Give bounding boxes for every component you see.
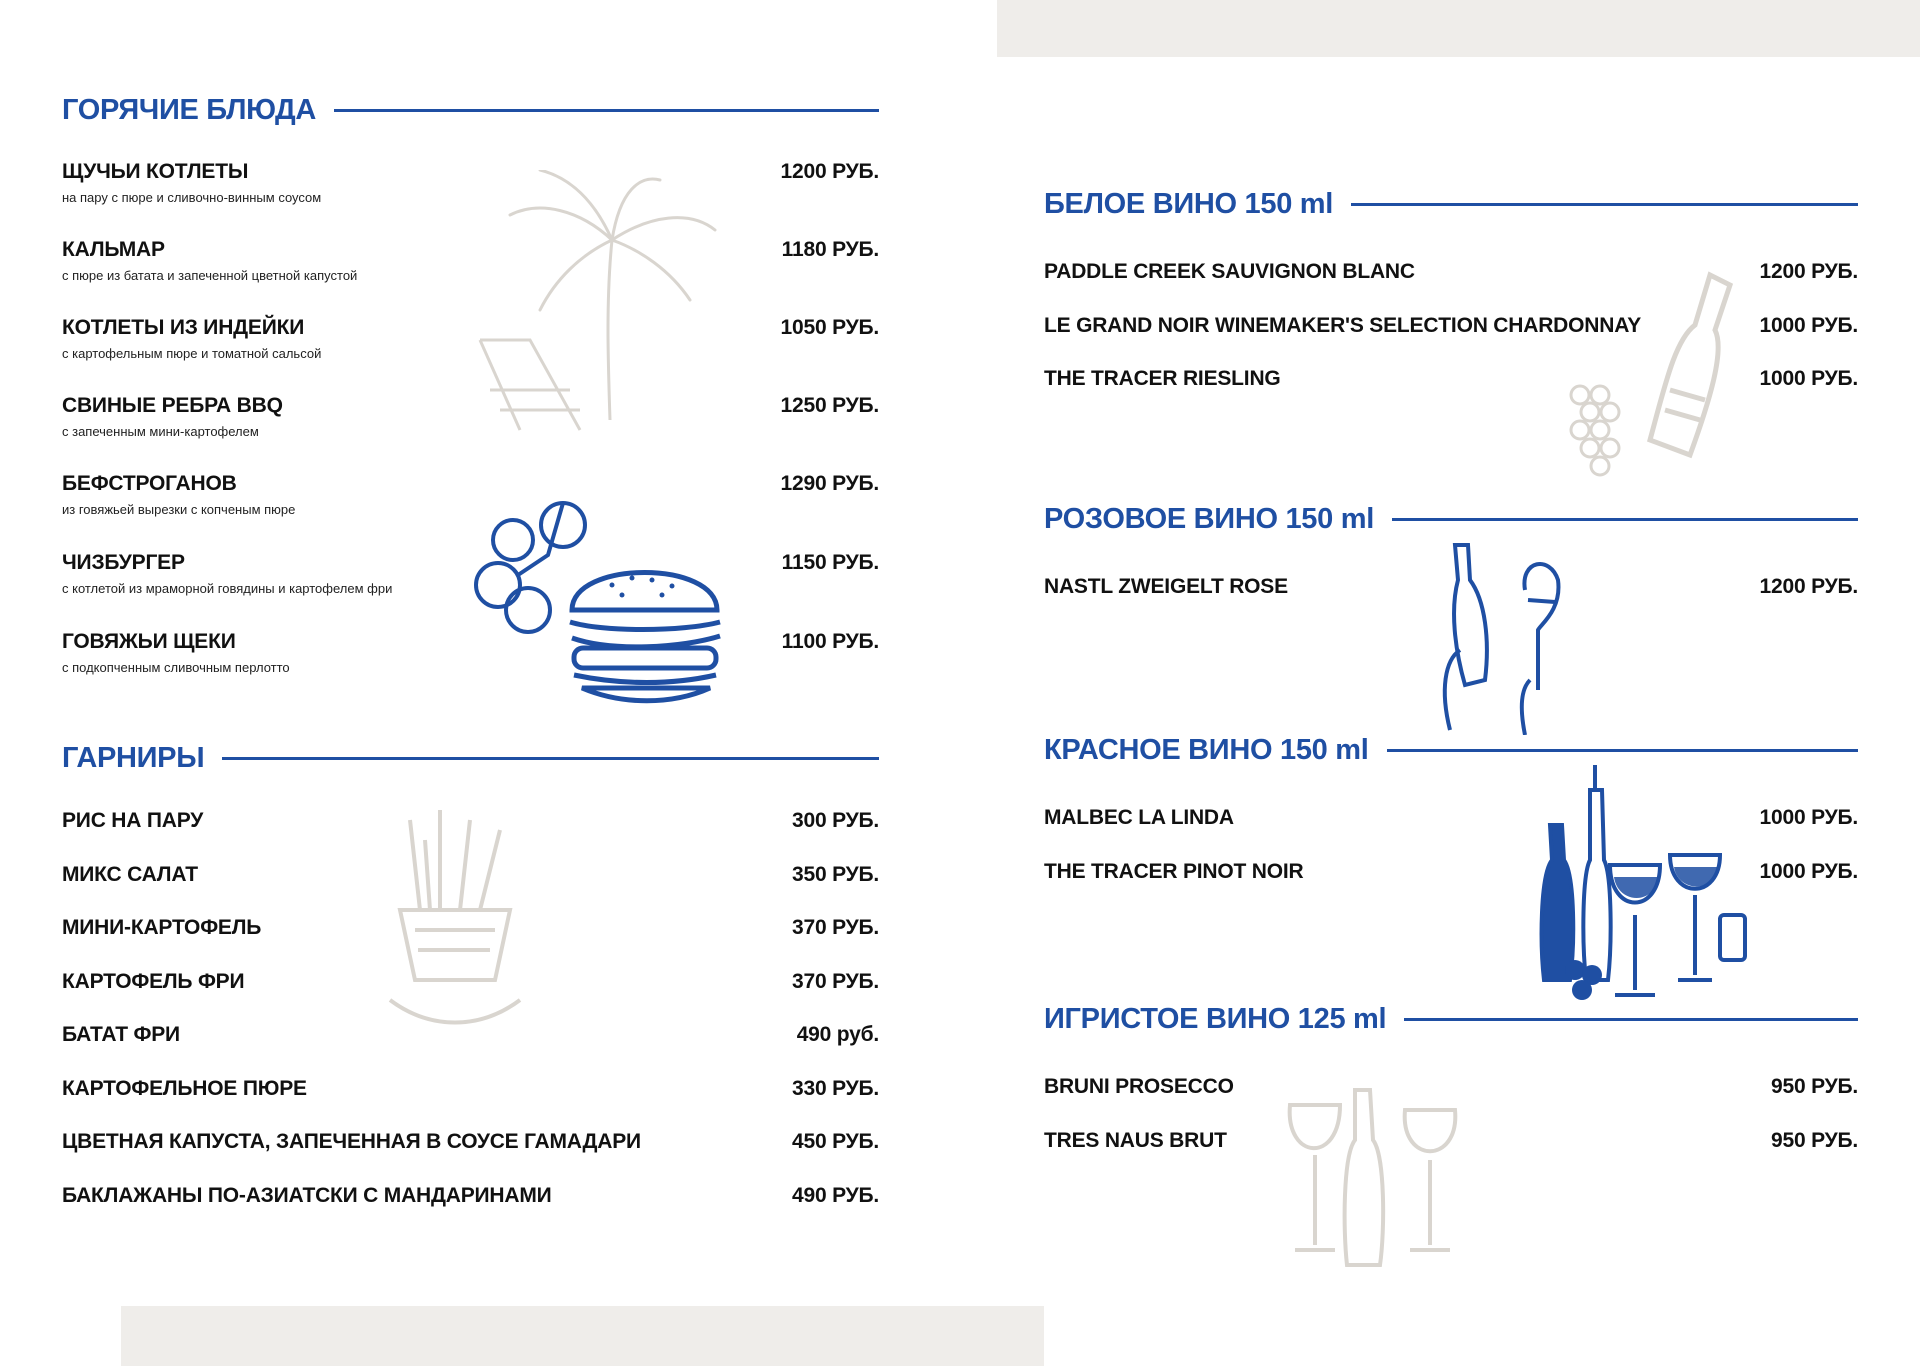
hand-bottle-glass-icon	[1440, 540, 1580, 735]
section-header	[1044, 499, 1858, 539]
item-name: КАРТОФЕЛЬ ФРИ	[62, 970, 245, 993]
menu-item	[62, 809, 879, 833]
hot-dishes-section	[62, 90, 879, 130]
item-price: 1180 РУБ.	[781, 238, 879, 261]
section-title: БЕЛОЕ ВИНО 150 ml	[1044, 187, 1334, 220]
item-name: МИКС САЛАТ	[62, 863, 198, 886]
item-price: 490 РУБ.	[792, 1184, 879, 1207]
item-price: 1000 РУБ.	[1759, 860, 1858, 883]
item-name: ЧИЗБУРГЕР	[62, 551, 185, 574]
section-header	[62, 738, 879, 778]
menu-item	[1044, 367, 1858, 391]
item-price: 1250 РУБ.	[780, 394, 879, 417]
item-name: ГОВЯЖЬИ ЩЕКИ	[62, 630, 236, 653]
menu-item	[62, 916, 879, 940]
item-name: СВИНЫЕ РЕБРА BBQ	[62, 394, 283, 417]
menu-item	[62, 1184, 879, 1208]
item-name: PADDLE CREEK SAUVIGNON BLANC	[1044, 260, 1415, 283]
item-price: 950 РУБ.	[1771, 1075, 1858, 1098]
section-divider	[334, 109, 879, 112]
section-divider	[1392, 518, 1858, 521]
sides-section	[62, 738, 879, 778]
item-price: 1200 РУБ.	[780, 160, 879, 183]
fries-basket-icon	[370, 800, 540, 1030]
menu-item	[1044, 1075, 1858, 1099]
item-description: с запеченным мини-картофелем	[62, 424, 259, 439]
menu-item	[62, 394, 879, 439]
menu-item	[1044, 314, 1858, 338]
item-price: 950 РУБ.	[1771, 1129, 1858, 1152]
section-title: РОЗОВОЕ ВИНО 150 ml	[1044, 502, 1374, 535]
item-description: с картофельным пюре и томатной сальсой	[62, 346, 322, 361]
item-price: 1200 РУБ.	[1759, 260, 1858, 283]
section-divider	[1404, 1018, 1858, 1021]
sparkling-wine-section	[1044, 999, 1858, 1039]
item-name: TRES NAUS BRUT	[1044, 1129, 1227, 1152]
top-decor-band	[997, 0, 1920, 57]
item-price: 1000 РУБ.	[1759, 314, 1858, 337]
item-description: с котлетой из мраморной говядины и картофелем фри	[62, 581, 393, 596]
item-name: LE GRAND NOIR WINEMAKER'S SELECTION CHARDONNAY	[1044, 314, 1642, 337]
section-header	[1044, 184, 1858, 224]
red-wine-section	[1044, 730, 1858, 770]
item-price: 1290 РУБ.	[780, 472, 879, 495]
item-price: 350 РУБ.	[792, 863, 879, 886]
menu-item	[1044, 860, 1858, 884]
menu-item	[62, 1130, 879, 1154]
item-price: 490 руб.	[796, 1023, 879, 1046]
item-price: 1200 РУБ.	[1759, 575, 1858, 598]
menu-item	[1044, 575, 1858, 599]
item-name: ЩУЧЬИ КОТЛЕТЫ	[62, 160, 249, 183]
item-name: БЕФСТРОГАНОВ	[62, 472, 237, 495]
menu-item	[1044, 1129, 1858, 1153]
menu-item	[62, 1077, 879, 1101]
item-description: с пюре из батата и запеченной цветной капустой	[62, 268, 358, 283]
sparkling-glasses-icon	[1285, 1080, 1465, 1270]
item-name: БАКЛАЖАНЫ ПО-АЗИАТСКИ С МАНДАРИНАМИ	[62, 1184, 552, 1207]
menu-item	[62, 863, 879, 887]
menu-item	[62, 630, 879, 675]
menu-item	[62, 238, 879, 283]
item-name: КАРТОФЕЛЬНОЕ ПЮРЕ	[62, 1077, 307, 1100]
item-price: 450 РУБ.	[792, 1130, 879, 1153]
item-name: NASTL ZWEIGELT ROSE	[1044, 575, 1288, 598]
menu-item	[62, 316, 879, 361]
item-price: 1100 РУБ.	[781, 630, 879, 653]
wine-bottle-icon	[1620, 270, 1740, 460]
section-title: ГАРНИРЫ	[62, 741, 205, 774]
menu-item	[62, 551, 879, 596]
section-title: КРАСНОЕ ВИНО 150 ml	[1044, 733, 1369, 766]
item-name: THE TRACER PINOT NOIR	[1044, 860, 1304, 883]
item-price: 370 РУБ.	[792, 916, 879, 939]
item-name: КОТЛЕТЫ ИЗ ИНДЕЙКИ	[62, 316, 305, 339]
item-name: THE TRACER RIESLING	[1044, 367, 1281, 390]
item-name: МИНИ-КАРТОФЕЛЬ	[62, 916, 262, 939]
section-title: ГОРЯЧИЕ БЛЮДА	[62, 93, 317, 126]
item-price: 330 РУБ.	[792, 1077, 879, 1100]
item-price: 1050 РУБ.	[780, 316, 879, 339]
item-price: 1150 РУБ.	[781, 551, 879, 574]
item-name: БАТАТ ФРИ	[62, 1023, 180, 1046]
section-title: ИГРИСТОЕ ВИНО 125 ml	[1044, 1002, 1387, 1035]
menu-item	[62, 970, 879, 994]
item-price: 1000 РУБ.	[1759, 367, 1858, 390]
white-wine-section	[1044, 184, 1858, 224]
section-divider	[1351, 203, 1858, 206]
menu-item	[62, 1023, 879, 1047]
section-header	[1044, 730, 1858, 770]
menu-item	[62, 160, 879, 205]
grapes-icon	[1560, 380, 1635, 480]
rose-wine-section	[1044, 499, 1858, 539]
item-name: MALBEC LA LINDA	[1044, 806, 1234, 829]
menu-item	[1044, 806, 1858, 830]
item-description: на пару с пюре и сливочно-винным соусом	[62, 190, 322, 205]
menu-item	[62, 472, 879, 517]
section-header	[1044, 999, 1858, 1039]
item-price: 300 РУБ.	[792, 809, 879, 832]
item-description: из говяжьей вырезки с копченым пюре	[62, 502, 296, 517]
red-wine-set-icon	[1530, 765, 1750, 1010]
item-name: ЦВЕТНАЯ КАПУСТА, ЗАПЕЧЕННАЯ В СОУСЕ ГАМАДАРИ	[62, 1130, 641, 1153]
item-name: КАЛЬМАР	[62, 238, 165, 261]
menu-item	[1044, 260, 1858, 284]
item-price: 1000 РУБ.	[1759, 806, 1858, 829]
item-name: BRUNI PROSECCO	[1044, 1075, 1234, 1098]
item-price: 370 РУБ.	[792, 970, 879, 993]
bottom-decor-band	[121, 1306, 1044, 1366]
item-description: с подкопченным сливочным перлотто	[62, 660, 290, 675]
section-divider	[1387, 749, 1859, 752]
section-header	[62, 90, 879, 130]
section-divider	[222, 757, 879, 760]
item-name: РИС НА ПАРУ	[62, 809, 204, 832]
